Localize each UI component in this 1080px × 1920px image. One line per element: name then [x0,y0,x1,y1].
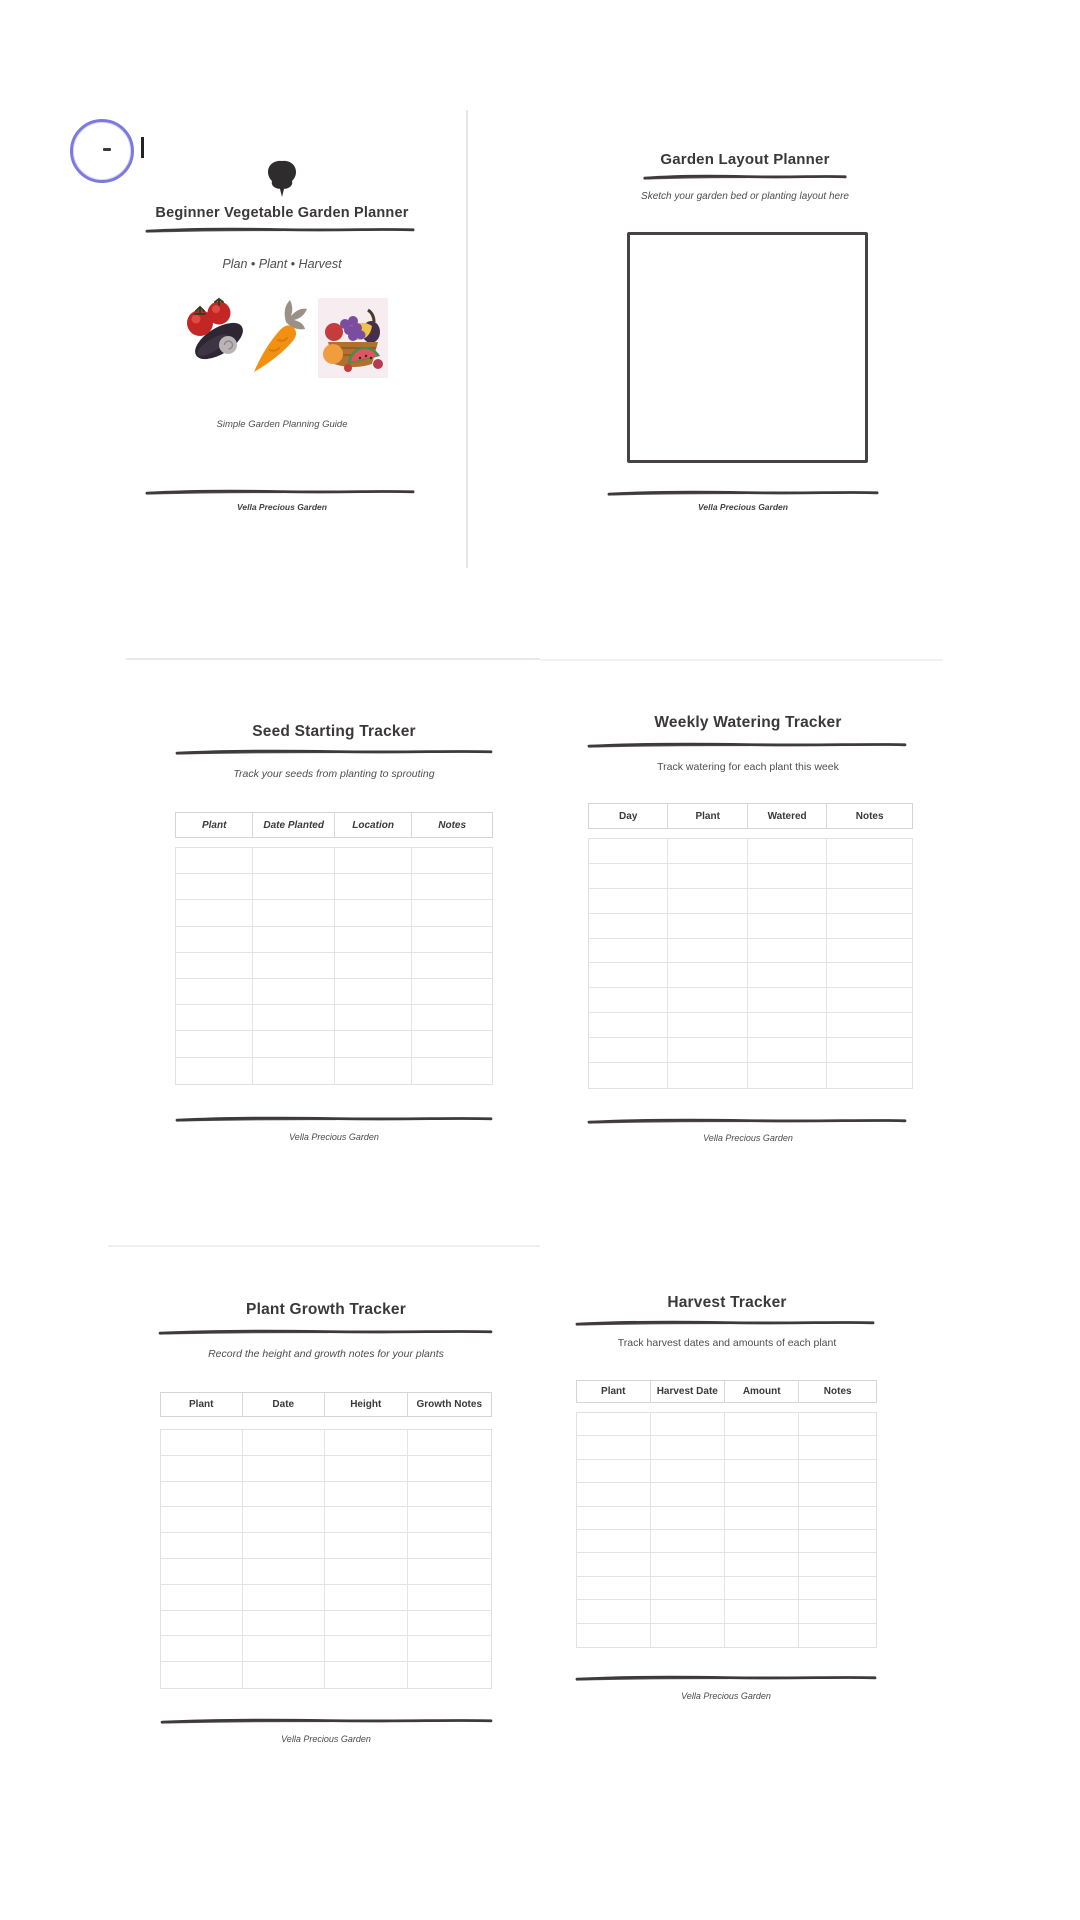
table-cell[interactable] [725,1600,799,1622]
row-separator-2 [108,1245,540,1247]
table-cell[interactable] [325,1611,408,1636]
table-cell[interactable] [577,1413,651,1435]
table-cell[interactable] [253,927,335,952]
table-cell[interactable] [827,864,912,888]
table-row[interactable] [176,848,492,874]
growth-tracker-title[interactable]: Plant Growth Tracker [246,1301,406,1318]
table-cell[interactable] [253,848,335,873]
table-cell[interactable] [589,988,668,1012]
table-cell[interactable] [176,1058,253,1084]
table-header-row[interactable] [576,1380,877,1403]
column-header[interactable]: Watered [748,804,827,828]
watering-tracker-title[interactable]: Weekly Watering Tracker [654,714,842,731]
table-cell[interactable] [799,1530,876,1552]
cursor-dash-icon [103,148,111,151]
table-cell[interactable] [799,1413,876,1435]
table-header-row[interactable] [160,1392,492,1417]
table-cell[interactable] [668,889,747,913]
table-cell[interactable] [748,1038,827,1062]
growth-tracker-subtitle[interactable]: Record the height and growth notes for your plants [208,1348,444,1360]
table-cell[interactable] [748,963,827,987]
leaf-icon[interactable] [266,160,298,198]
watering-tracker-title-divider[interactable] [587,741,907,749]
table-cell[interactable] [577,1436,651,1458]
table-cell[interactable] [412,953,492,978]
table-cell[interactable] [668,1013,747,1037]
seed-tracker-footer-divider[interactable] [175,1115,493,1123]
table-cell[interactable] [577,1483,651,1505]
tomato-eggplant-icon[interactable] [180,296,248,366]
table-cell[interactable] [799,1436,876,1458]
cover-footer[interactable]: Vella Precious Garden [237,502,327,512]
table-cell[interactable] [577,1577,651,1599]
table-cell[interactable] [799,1600,876,1622]
page-column-separator [466,110,468,568]
table-row[interactable] [176,1058,492,1084]
table-cell[interactable] [799,1483,876,1505]
table-cell[interactable] [668,988,747,1012]
table-row[interactable] [589,1013,912,1038]
table-cell[interactable] [412,979,492,1004]
table-cell[interactable] [335,848,412,873]
table-cell[interactable] [748,839,827,863]
table-cell[interactable] [325,1533,408,1558]
table-row[interactable] [176,874,492,900]
seed-tracker-footer[interactable]: Vella Precious Garden [289,1132,379,1142]
cover-title-divider[interactable] [145,226,415,234]
table-body[interactable] [160,1429,492,1689]
table-cell[interactable] [325,1636,408,1661]
table-cell[interactable] [335,979,412,1004]
table-cell[interactable] [253,979,335,1004]
table-cell[interactable] [725,1460,799,1482]
table-cell[interactable] [243,1611,326,1636]
harvest-tracker-footer-divider[interactable] [575,1674,877,1682]
column-header[interactable]: Growth Notes [416,1399,483,1410]
table-cell[interactable] [161,1662,243,1688]
table-cell[interactable] [577,1530,651,1552]
growth-tracker-footer[interactable]: Vella Precious Garden [281,1734,371,1744]
table-cell[interactable] [412,1058,492,1084]
table-cell[interactable] [827,914,912,938]
table-row[interactable] [589,963,912,988]
column-header[interactable]: Notes [823,1386,852,1397]
table-cell[interactable] [651,1530,725,1552]
row-separator-1-right [540,659,943,661]
table-row[interactable] [577,1483,876,1506]
table-cell[interactable] [408,1456,491,1481]
table-cell[interactable] [651,1553,725,1575]
table-cell[interactable] [335,953,412,978]
table-cell[interactable] [748,1063,827,1088]
table-row[interactable] [176,927,492,953]
harvest-tracker-title-divider[interactable] [575,1319,875,1327]
watering-tracker-table[interactable] [588,803,913,1089]
table-cell[interactable] [335,1031,412,1056]
table-cell[interactable] [161,1456,243,1481]
table-cell[interactable] [725,1436,799,1458]
table-cell[interactable] [651,1413,725,1435]
table-cell[interactable] [161,1636,243,1661]
table-cell[interactable] [668,939,747,963]
harvest-tracker-table[interactable] [576,1380,877,1648]
table-row[interactable] [577,1460,876,1483]
table-cell[interactable] [335,927,412,952]
harvest-tracker-title[interactable]: Harvest Tracker [667,1294,787,1311]
table-cell[interactable] [668,1038,747,1062]
column-header[interactable]: Notes [438,819,467,831]
table-cell[interactable] [799,1577,876,1599]
table-cell[interactable] [827,1013,912,1037]
table-cell[interactable] [243,1662,326,1688]
table-cell[interactable] [651,1460,725,1482]
garden-layout-subtitle[interactable]: Sketch your garden bed or planting layout here [641,191,849,202]
table-row[interactable] [161,1456,491,1482]
table-row[interactable] [589,839,912,864]
table-cell[interactable] [799,1624,876,1647]
table-cell[interactable] [176,927,253,952]
table-row[interactable] [176,979,492,1005]
table-cell[interactable] [408,1533,491,1558]
table-cell[interactable] [243,1430,326,1455]
table-cell[interactable] [325,1585,408,1610]
table-cell[interactable] [725,1530,799,1552]
table-cell[interactable] [577,1624,651,1647]
table-cell[interactable] [161,1430,243,1455]
table-cell[interactable] [827,1038,912,1062]
garden-layout-footer[interactable]: Vella Precious Garden [698,502,788,512]
table-cell[interactable] [408,1482,491,1507]
table-header-row[interactable] [175,812,493,838]
seed-tracker-title-divider[interactable] [175,748,493,756]
table-cell[interactable] [325,1507,408,1532]
table-cell[interactable] [651,1577,725,1599]
table-cell[interactable] [412,927,492,952]
table-cell[interactable] [748,988,827,1012]
table-row[interactable] [577,1436,876,1459]
table-cell[interactable] [176,1031,253,1056]
table-cell[interactable] [408,1559,491,1584]
table-row[interactable] [161,1636,491,1662]
table-cell[interactable] [799,1507,876,1529]
table-row[interactable] [589,914,912,939]
table-cell[interactable] [725,1624,799,1647]
table-cell[interactable] [577,1507,651,1529]
table-body[interactable] [588,838,913,1089]
table-cell[interactable] [827,889,912,913]
table-cell[interactable] [325,1456,408,1481]
table-cell[interactable] [176,1005,253,1030]
table-cell[interactable] [176,953,253,978]
table-row[interactable] [176,900,492,926]
table-cell[interactable] [243,1507,326,1532]
table-cell[interactable] [668,839,747,863]
table-cell[interactable] [725,1413,799,1435]
cover-title[interactable]: Beginner Vegetable Garden Planner [155,205,409,221]
table-row[interactable] [161,1585,491,1611]
growth-tracker-table[interactable] [160,1392,492,1689]
table-cell[interactable] [577,1553,651,1575]
table-cell[interactable] [725,1577,799,1599]
table-cell[interactable] [325,1559,408,1584]
table-row[interactable] [589,988,912,1013]
table-cell[interactable] [243,1456,326,1481]
table-cell[interactable] [748,914,827,938]
table-row[interactable] [577,1600,876,1623]
table-cell[interactable] [161,1507,243,1532]
table-cell[interactable] [589,889,668,913]
column-header[interactable]: Harvest Date [651,1381,725,1402]
column-header[interactable]: Plant [577,1381,651,1402]
seed-tracker-title[interactable]: Seed Starting Tracker [252,723,416,740]
table-cell[interactable] [325,1662,408,1688]
table-cell[interactable] [408,1611,491,1636]
table-cell[interactable] [651,1436,725,1458]
table-cell[interactable] [335,1005,412,1030]
column-header[interactable]: Plant [161,1393,243,1416]
garden-layout-title[interactable]: Garden Layout Planner [660,151,830,168]
table-row[interactable] [589,864,912,889]
table-cell[interactable] [325,1430,408,1455]
table-row[interactable] [176,1005,492,1031]
column-header[interactable]: Height [325,1393,408,1416]
table-row[interactable] [161,1507,491,1533]
table-row[interactable] [589,939,912,964]
table-cell[interactable] [577,1460,651,1482]
table-cell[interactable] [408,1662,491,1688]
table-cell[interactable] [325,1482,408,1507]
table-row[interactable] [589,1038,912,1063]
column-header[interactable]: Plant [668,804,747,828]
table-cell[interactable] [589,963,668,987]
table-cell[interactable] [577,1600,651,1622]
table-cell[interactable] [589,1038,668,1062]
table-cell[interactable] [253,1058,335,1084]
table-cell[interactable] [253,874,335,899]
table-cell[interactable] [412,1031,492,1056]
growth-tracker-title-divider[interactable] [158,1328,493,1336]
table-row[interactable] [161,1482,491,1508]
column-header[interactable]: Date Planted [253,813,335,837]
table-row[interactable] [176,1031,492,1057]
table-cell[interactable] [176,979,253,1004]
table-cell[interactable] [725,1483,799,1505]
table-cell[interactable] [335,900,412,925]
table-body[interactable] [175,847,493,1085]
garden-layout-title-divider[interactable] [643,173,847,181]
table-cell[interactable] [253,900,335,925]
garden-layout-footer-divider[interactable] [607,489,879,497]
table-cell[interactable] [827,1063,912,1088]
table-cell[interactable] [176,874,253,899]
table-header-row[interactable] [588,803,913,829]
table-cell[interactable] [412,874,492,899]
table-row[interactable] [577,1553,876,1576]
table-cell[interactable] [589,1013,668,1037]
table-cell[interactable] [748,1013,827,1037]
table-cell[interactable] [748,864,827,888]
table-cell[interactable] [161,1559,243,1584]
table-cell[interactable] [253,953,335,978]
seed-tracker-subtitle[interactable]: Track your seeds from planting to sprouting [233,768,435,780]
cover-footer-divider[interactable] [145,488,415,496]
table-cell[interactable] [243,1482,326,1507]
table-cell[interactable] [827,963,912,987]
table-cell[interactable] [408,1507,491,1532]
table-cell[interactable] [408,1430,491,1455]
table-body[interactable] [576,1412,877,1648]
collaborator-cursor-button[interactable] [70,119,134,183]
table-row[interactable] [176,953,492,979]
table-cell[interactable] [827,839,912,863]
table-cell[interactable] [161,1611,243,1636]
table-cell[interactable] [412,1005,492,1030]
table-cell[interactable] [335,1058,412,1084]
garden-sketch-box[interactable] [627,232,868,463]
table-cell[interactable] [243,1585,326,1610]
table-cell[interactable] [243,1559,326,1584]
table-cell[interactable] [243,1636,326,1661]
fruit-basket-icon[interactable] [318,298,388,378]
table-cell[interactable] [408,1585,491,1610]
table-cell[interactable] [799,1553,876,1575]
table-cell[interactable] [408,1636,491,1661]
table-cell[interactable] [243,1533,326,1558]
table-row[interactable] [161,1559,491,1585]
watering-tracker-footer-divider[interactable] [587,1117,907,1125]
table-row[interactable] [161,1533,491,1559]
cover-subtitle[interactable]: Simple Garden Planning Guide [216,419,348,430]
table-cell[interactable] [253,1005,335,1030]
seed-tracker-table[interactable] [175,812,493,1085]
table-cell[interactable] [589,1063,668,1088]
table-cell[interactable] [589,914,668,938]
row-separator-1-left [126,658,540,660]
table-cell[interactable] [725,1553,799,1575]
table-cell[interactable] [589,939,668,963]
harvest-tracker-subtitle[interactable]: Track harvest dates and amounts of each plant [617,1337,837,1349]
table-cell[interactable] [651,1507,725,1529]
table-cell[interactable] [827,988,912,1012]
table-cell[interactable] [668,914,747,938]
table-row[interactable] [577,1507,876,1530]
text-cursor [141,137,144,158]
table-cell[interactable] [651,1624,725,1647]
table-row[interactable] [577,1413,876,1436]
table-row[interactable] [589,889,912,914]
table-cell[interactable] [335,874,412,899]
table-cell[interactable] [748,889,827,913]
table-row[interactable] [161,1611,491,1637]
harvest-tracker-footer[interactable]: Vella Precious Garden [681,1691,771,1701]
table-row[interactable] [577,1530,876,1553]
table-cell[interactable] [161,1585,243,1610]
table-cell[interactable] [412,900,492,925]
table-cell[interactable] [651,1483,725,1505]
table-cell[interactable] [651,1600,725,1622]
table-cell[interactable] [748,939,827,963]
column-header[interactable]: Plant [176,813,253,837]
table-cell[interactable] [161,1533,243,1558]
table-cell[interactable] [253,1031,335,1056]
table-row[interactable] [577,1577,876,1600]
column-header[interactable]: Amount [725,1381,799,1402]
table-cell[interactable] [176,900,253,925]
table-cell[interactable] [176,848,253,873]
watering-tracker-footer[interactable]: Vella Precious Garden [703,1133,793,1143]
cover-tagline[interactable]: Plan • Plant • Harvest [222,257,342,271]
table-row[interactable] [589,1063,912,1088]
table-cell[interactable] [589,839,668,863]
column-header[interactable]: Location [335,813,412,837]
watering-tracker-subtitle[interactable]: Track watering for each plant this week [657,761,839,773]
table-row[interactable] [161,1430,491,1456]
table-row[interactable] [577,1624,876,1647]
table-cell[interactable] [161,1482,243,1507]
table-cell[interactable] [827,939,912,963]
table-row[interactable] [161,1662,491,1688]
table-cell[interactable] [725,1507,799,1529]
table-cell[interactable] [589,864,668,888]
table-cell[interactable] [668,1063,747,1088]
carrot-icon[interactable] [246,298,310,374]
growth-tracker-footer-divider[interactable] [160,1717,493,1725]
table-cell[interactable] [799,1460,876,1482]
table-cell[interactable] [668,963,747,987]
table-cell[interactable] [668,864,747,888]
column-header[interactable]: Date [243,1393,326,1416]
column-header[interactable]: Day [589,804,668,828]
column-header[interactable]: Notes [855,810,884,822]
table-cell[interactable] [412,848,492,873]
